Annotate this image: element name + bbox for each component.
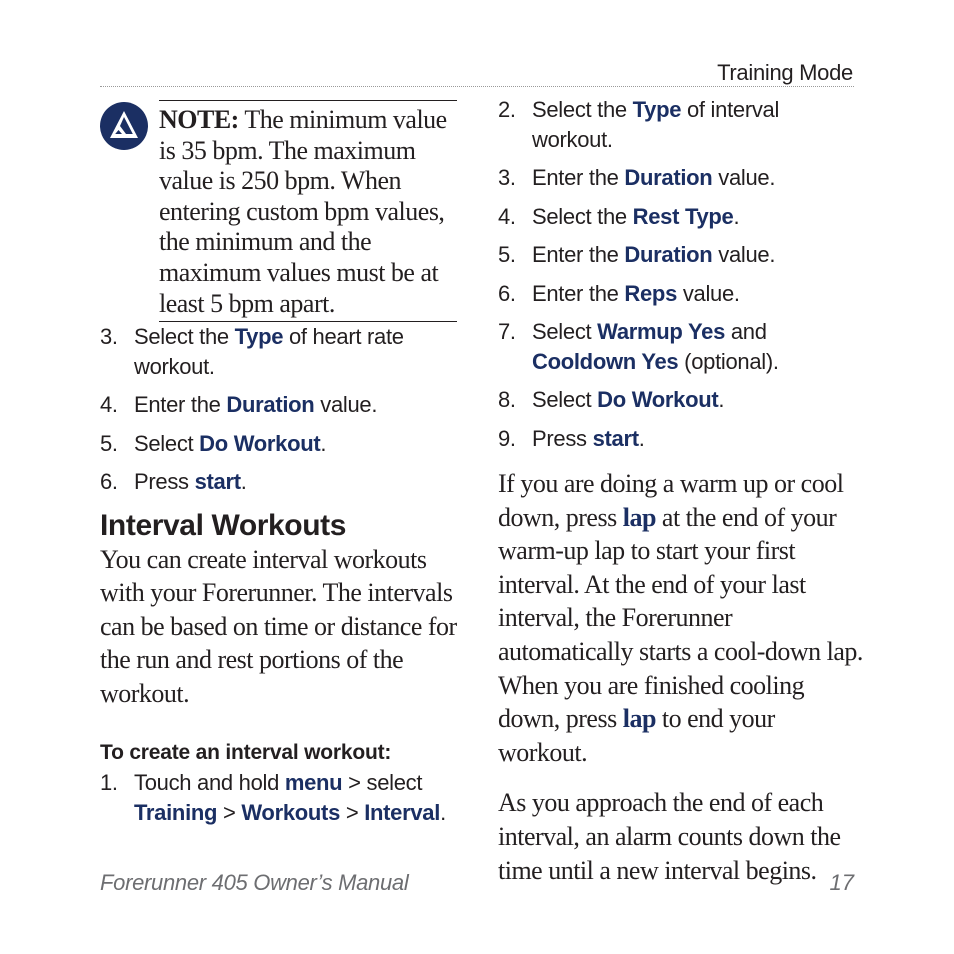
paragraph-text: to end your workout. xyxy=(498,704,775,767)
paragraph-keyword: lap xyxy=(622,502,656,532)
step-text: Select xyxy=(134,430,200,456)
step-number: 6. xyxy=(100,469,118,494)
step-number: 6. xyxy=(498,280,516,306)
step-keyword: Duration xyxy=(624,165,713,190)
step-text: Touch and hold xyxy=(134,770,285,796)
list-item xyxy=(498,95,863,154)
section-intro: You can create interval workouts with your Forerunner. The intervals can be based on time or distance for the run and rest portions of the workout. xyxy=(100,544,457,708)
step-keyword: Duration xyxy=(226,392,315,417)
note-box xyxy=(100,100,460,322)
step-text: . xyxy=(638,425,645,451)
step-text: and xyxy=(725,319,767,344)
step-text: . xyxy=(440,799,446,825)
step-number: 5. xyxy=(100,430,118,456)
step-text: value. xyxy=(314,392,378,417)
step-text: Select xyxy=(532,319,598,344)
step-text: > select xyxy=(342,770,423,796)
step-text: . xyxy=(240,469,247,494)
step-text: > xyxy=(340,799,365,825)
list-item xyxy=(100,322,460,381)
note-icon xyxy=(100,102,148,150)
step-text: Enter the xyxy=(532,165,625,190)
list-item xyxy=(498,279,863,309)
step-text: . xyxy=(320,430,327,456)
step-number: 2. xyxy=(498,97,516,122)
step-keyword: Duration xyxy=(624,242,713,267)
step-text: Select the xyxy=(532,203,633,229)
step-number: 7. xyxy=(498,319,516,344)
step-text: value. xyxy=(712,242,776,267)
list-item xyxy=(498,163,863,193)
step-text: Select xyxy=(532,387,598,412)
step-keyword: Do Workout xyxy=(199,430,321,456)
step-keyword: Warmup Yes xyxy=(597,319,726,344)
step-keyword: menu xyxy=(284,770,343,796)
list-item xyxy=(498,240,863,270)
step-text: . xyxy=(733,203,740,229)
step-text: . xyxy=(718,387,725,412)
list-item xyxy=(100,467,460,497)
step-keyword: start xyxy=(592,425,639,451)
step-keyword: Reps xyxy=(624,280,678,306)
step-text: Enter the xyxy=(134,392,227,417)
list-item xyxy=(100,768,460,827)
interval-steps-list-start xyxy=(100,768,460,827)
step-number: 4. xyxy=(100,392,118,417)
list-item xyxy=(498,317,863,376)
step-keyword: Type xyxy=(632,97,682,122)
list-item xyxy=(498,202,863,232)
step-number: 3. xyxy=(498,165,516,190)
footer-page-number: 17 xyxy=(829,870,854,895)
step-text: Select the xyxy=(532,97,633,122)
step-number: 4. xyxy=(498,203,516,229)
warmup-paragraph xyxy=(498,467,863,769)
step-text: > xyxy=(217,799,242,825)
list-item xyxy=(498,385,863,415)
header-divider xyxy=(100,86,854,87)
step-keyword: Workouts xyxy=(241,799,341,825)
step-text: (optional). xyxy=(678,348,779,374)
note-label: NOTE: xyxy=(159,105,239,134)
step-text: Enter the xyxy=(532,280,625,306)
step-number: 9. xyxy=(498,425,516,451)
header-section-title: Training Mode xyxy=(717,60,853,85)
alarm-paragraph: As you approach the end of each interval, an alarm counts down the time until a new interval begins. xyxy=(498,788,841,885)
section-heading: Interval Workouts xyxy=(100,508,347,542)
list-item xyxy=(100,429,460,459)
step-number: 3. xyxy=(100,324,118,349)
list-item xyxy=(100,390,460,420)
step-number: 1. xyxy=(100,770,118,796)
step-keyword: start xyxy=(194,469,241,494)
step-text: of heart rate workout. xyxy=(134,324,404,379)
right-column xyxy=(498,95,863,887)
left-column xyxy=(100,100,460,827)
step-text: value. xyxy=(712,165,776,190)
heart-rate-steps-list xyxy=(100,322,460,497)
step-text: Select the xyxy=(134,324,235,349)
paragraph-text: If you are doing a warm up or cool down, press xyxy=(498,469,844,532)
footer-manual-title: Forerunner 405 Owner’s Manual xyxy=(100,870,409,895)
step-keyword: Type xyxy=(234,324,284,349)
paragraph-keyword: lap xyxy=(622,704,656,734)
step-text: Press xyxy=(134,469,195,494)
interval-steps-list xyxy=(498,95,863,453)
step-text: of interval workout. xyxy=(532,97,780,152)
note-text xyxy=(159,100,457,322)
step-number: 8. xyxy=(498,387,516,412)
step-keyword: Cooldown Yes xyxy=(532,348,679,374)
step-keyword: Training xyxy=(134,799,218,825)
step-keyword: Rest Type xyxy=(632,203,734,229)
step-text: value. xyxy=(677,280,740,306)
step-keyword: Do Workout xyxy=(597,387,719,412)
list-item xyxy=(498,424,863,454)
note-body: The minimum value is 35 bpm. The maximum value is 250 bpm. When entering custom bpm values, the minimum and the maximum values must be at least 5 bpm apart. xyxy=(159,105,447,318)
step-text: Press xyxy=(532,425,593,451)
procedure-heading: To create an interval workout: xyxy=(100,741,392,765)
step-text: Enter the xyxy=(532,242,625,267)
step-number: 5. xyxy=(498,242,516,267)
step-keyword: Interval xyxy=(364,799,441,825)
paragraph-text: at the end of your warm-up lap to start your first interval. At the end of your last interval, the Forerunner automatically starts a cool-down lap. When you are finished cooling down, press xyxy=(498,502,863,734)
